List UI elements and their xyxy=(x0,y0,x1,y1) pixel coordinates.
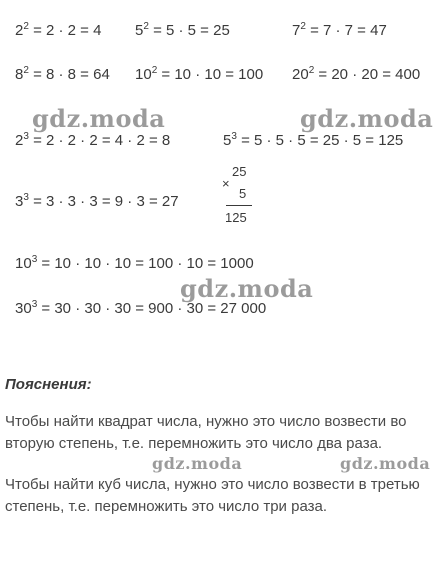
watermark: gdz.moda xyxy=(340,454,431,473)
result-line xyxy=(226,205,252,206)
explanation-paragraph-2: Чтобы найти куб числа, нужно это число возвести в третью степень, т.е. перемножить это число три раза. xyxy=(5,476,420,515)
equation-7-squared: $7^2 = 7 \cdot 7 = 47$ xyxy=(292,21,387,39)
product: 125 xyxy=(225,210,247,225)
equation-8-squared: $8^2 = 8 \cdot 8 = 64$ xyxy=(15,65,110,83)
equation-10-squared: $10^2 = 10 \cdot 10 = 100$ xyxy=(135,65,264,83)
explanation-paragraph-1: Чтобы найти квадрат числа, нужно это число возвести во вторую степень, т.е. перемножить это число два раза. xyxy=(5,413,407,452)
watermark: gdz.moda xyxy=(32,104,166,133)
equation-10-cubed: $10^3 = 10 \cdot 10 \cdot 10 = 100 \cdot 10 = 1000$ xyxy=(15,254,254,272)
watermark: gdz.moda xyxy=(180,274,314,303)
equation-5-cubed: $5^3 = 5 \cdot 5 \cdot 5 = 25 \cdot 5 = 125$ xyxy=(223,131,404,149)
multiplicand: 25 xyxy=(232,164,247,179)
multiplier: 5 xyxy=(239,186,247,201)
equation-30-cubed: $30^3 = 30 \cdot 30 \cdot 30 = 900 \cdot 30 = 27$ 000 xyxy=(15,299,267,317)
watermark: gdz.moda xyxy=(300,104,434,133)
column-multiplication xyxy=(222,162,256,230)
equation-5-squared: $5^2 = 5 \cdot 5 = 25$ xyxy=(135,21,230,39)
equation-20-squared: $20^2 = 20 \cdot 20 = 400$ xyxy=(292,65,421,83)
explanation-title: Пояснения: xyxy=(5,376,92,393)
equation-2-cubed: $2^3 = 2 \cdot 2 \cdot 2 = 4 \cdot 2 = 8$ xyxy=(15,131,171,149)
multiply-sign: × xyxy=(222,176,230,191)
equation-3-cubed: $3^3 = 3 \cdot 3 \cdot 3 = 9 \cdot 3 = 27$ xyxy=(15,192,179,210)
equation-2-squared: $2^2 = 2 \cdot 2 = 4$ xyxy=(15,21,102,39)
watermark: gdz.moda xyxy=(152,454,243,473)
